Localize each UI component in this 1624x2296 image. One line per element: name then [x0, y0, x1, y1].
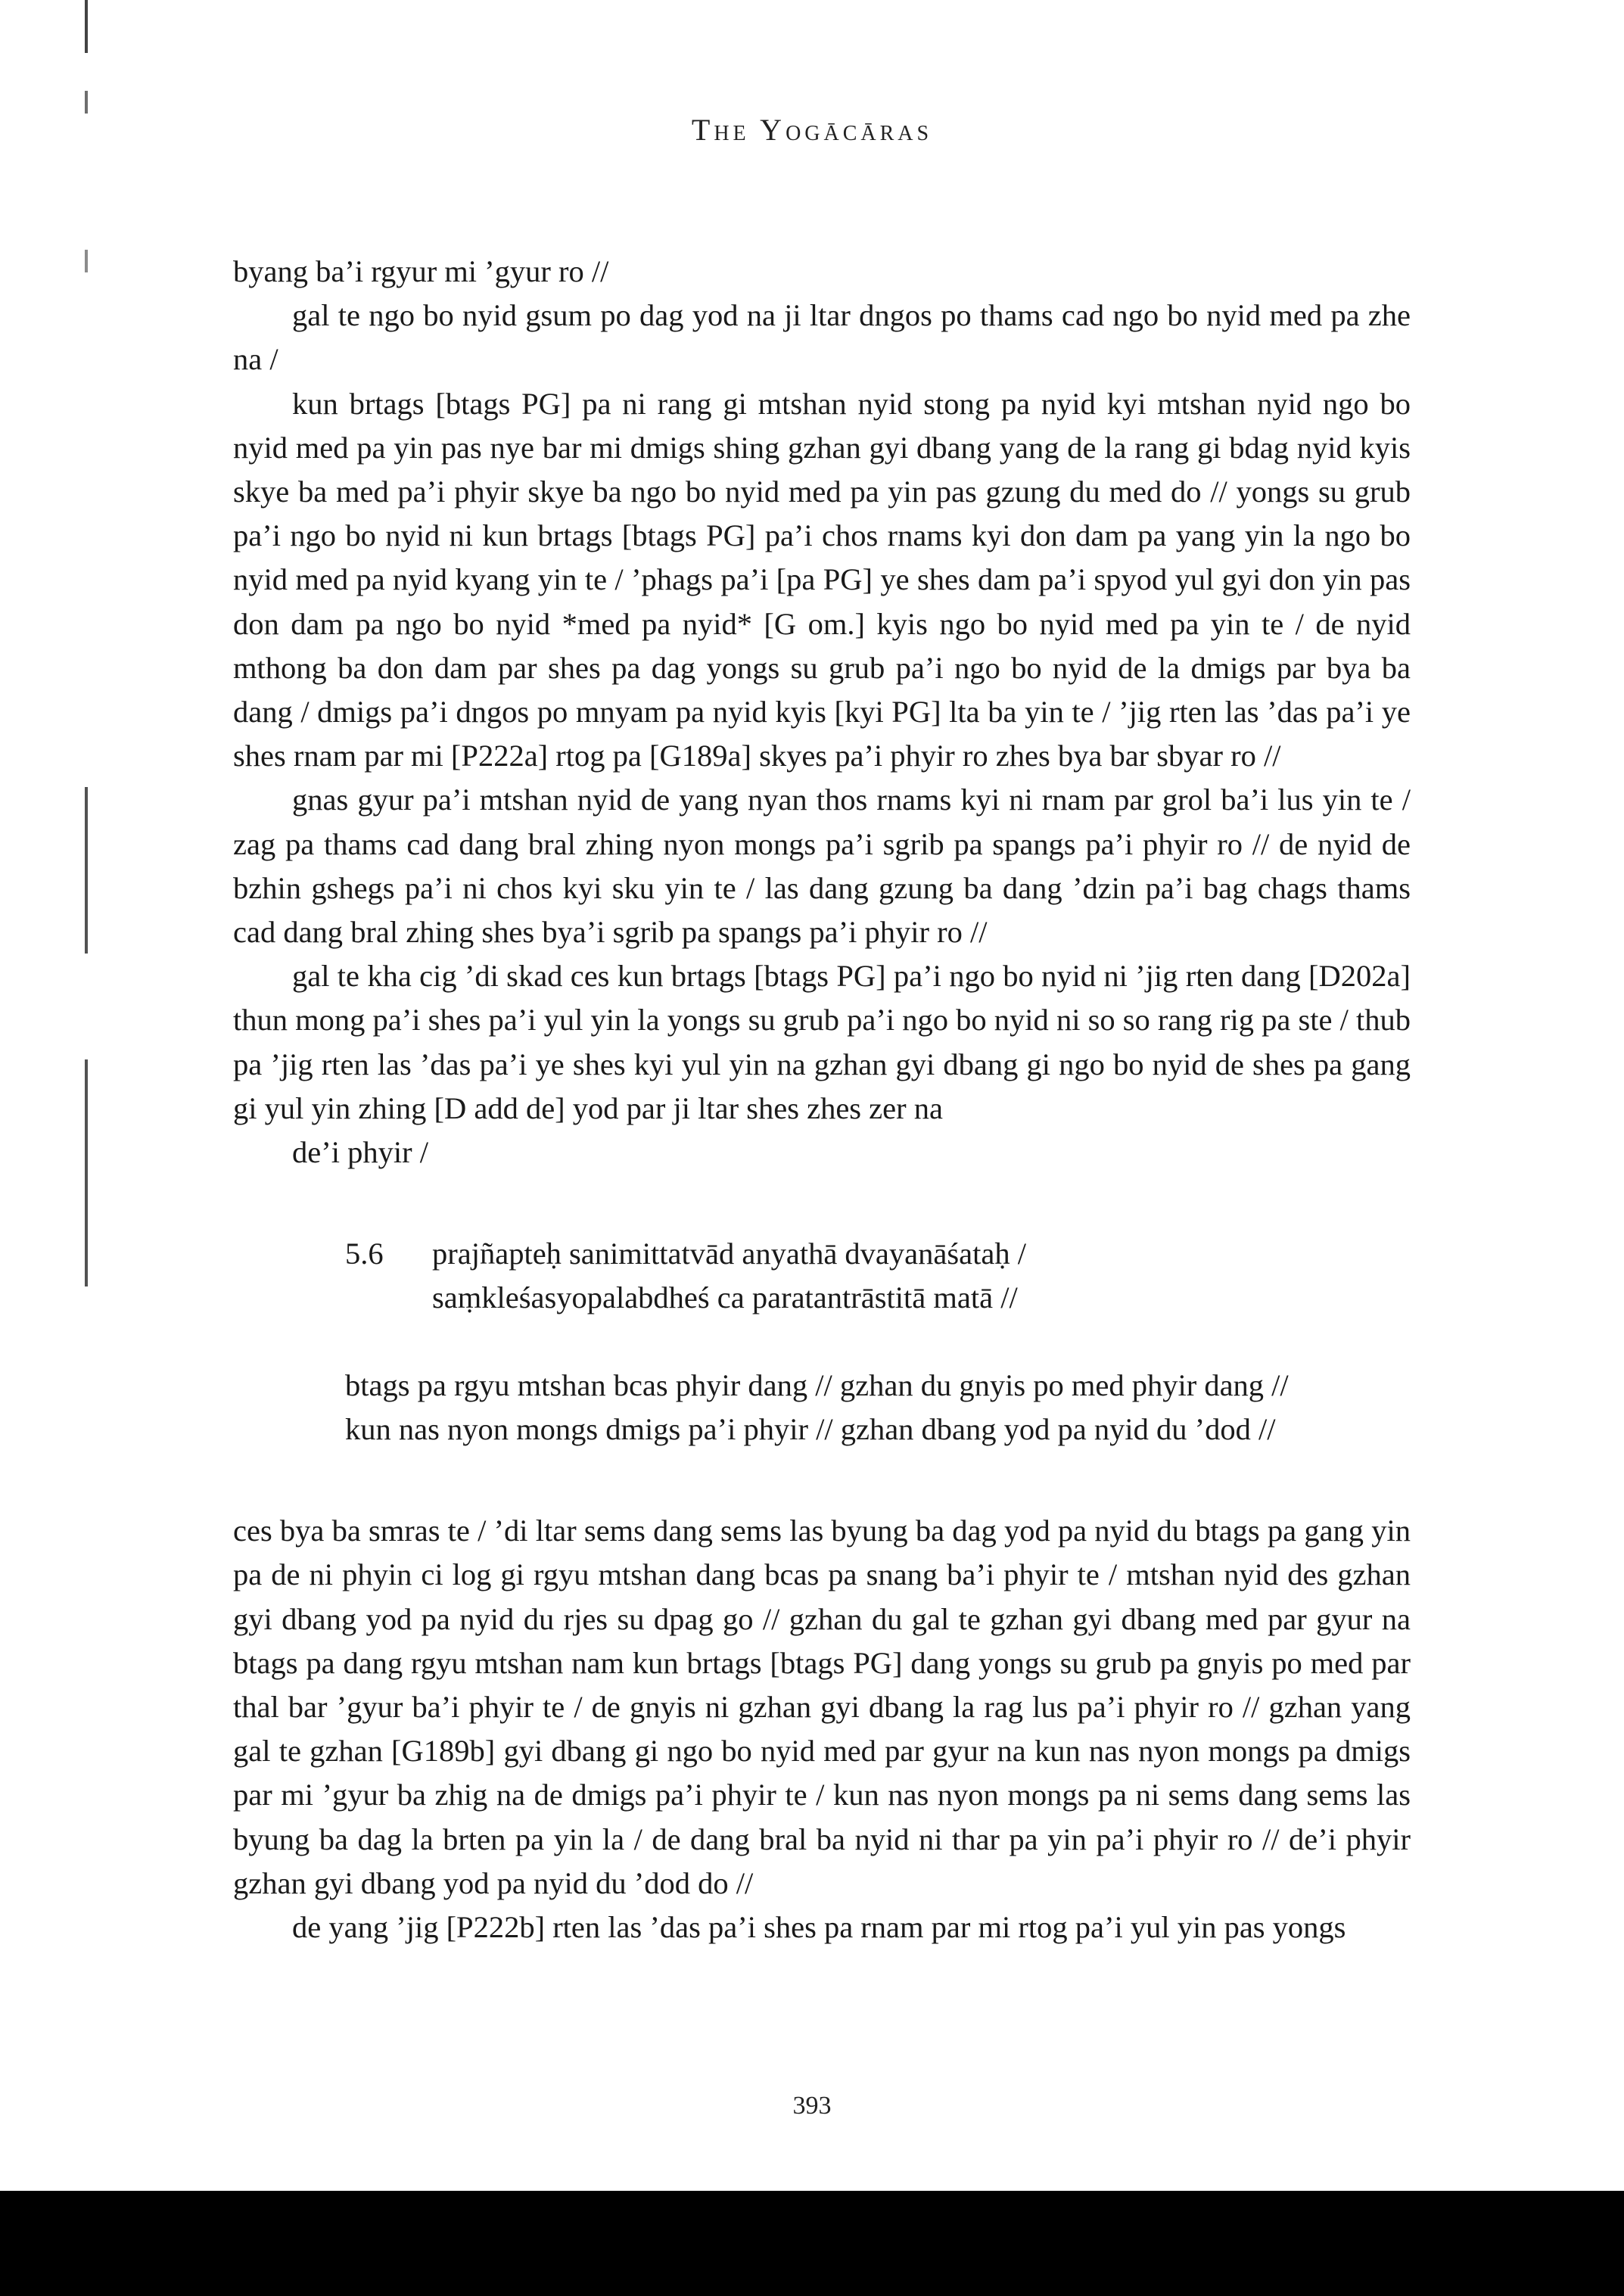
paragraph-6: de’i phyir /: [292, 1135, 428, 1170]
paragraph-1: byang ba’i rgyur mi ’gyur ro //: [233, 254, 609, 288]
paragraph-3: kun brtags [btags PG] pa ni rang gi mtshan nyid stong pa nyid kyi mtshan nyid ngo bo nyid med pa yin pas nye bar mi dmigs shing gzhan gyi dbang yang de la rang gi bdag nyid kyis skye ba med pa’i phyir skye ba ngo bo nyid med pa yin pas gzung du med do // yongs su grub pa’i ngo bo nyid ni kun brtags [btags PG] pa’i chos rnams kyi don dam pa yang yin la ngo bo nyid med pa nyid kyang yin te / ’phags pa’i [pa PG] ye shes dam pa’i spyod yul gyi don yin pas don dam pa ngo bo nyid *med pa nyid* [G om.] kyis ngo bo nyid med pa yin te / de nyid mthong ba don dam par shes pa dag yongs su grub pa’i ngo bo nyid de la dmigs par bya ba dang / dmigs pa’i dngos po mnyam pa nyid kyis [kyi PG] lta ba yin te / ’jig rten las ’das pa’i ye shes rnam par mi [P222a] rtog pa [G189a] skyes pa’i phyir ro zhes bya bar sbyar ro //: [233, 386, 1411, 773]
paragraph-7: ces bya ba smras te / ’di ltar sems dang sems las byung ba dag yod pa nyid du btags pa gang yin pa de ni phyin ci log gi rgyu mtshan dang bcas pa snang ba’i phyir te / mtshan nyid des gzhan gyi dbang yod pa nyid du rjes su dpag go // gzhan du gal te gzhan gyi dbang med par gyur na btags pa dang rgyu mtshan nam kun brtags [btags PG] dang yongs su grub pa gnyis po med par thal bar ’gyur ba’i phyir te / de gnyis ni gzhan gyi dbang la rag lus pa’i phyir ro // gzhan yang gal te gzhan [G189b] gyi dbang gi ngo bo nyid med par gyur na kun nas nyon mongs pa dmigs par mi ’gyur ba zhig na de dmigs pa’i phyir te / kun nas nyon mongs pa ni sems dang sems las byung ba dag la brten pa yin la / de dang bral ba nyid ni thar pa yin pa’i phyir ro // de’i phyir gzhan gyi dbang yod pa nyid du ’dod do //: [233, 1514, 1411, 1900]
verse-sanskrit-lines: [432, 1232, 1026, 1320]
paragraph-4: gnas gyur pa’i mtshan nyid de yang nyan thos rnams kyi ni rnam par grol ba’i lus yin te / zag pa thams cad dang bral zhing nyon mongs pa’i sgrib pa spangs pa’i phyir ro // de nyid de bzhin gshegs pa’i ni chos kyi sku yin te / las dang gzung ba dang ’dzin pa’i bag chags thams cad dang bral zhing shes bya’i sgrib pa spangs pa’i phyir ro //: [233, 782, 1411, 950]
scan-bottom-band: [0, 2191, 1624, 2296]
verse-sanskrit-line-2: saṃkleśasyopalabdheś ca paratantrāstitā matā //: [432, 1280, 1018, 1315]
verse-tibetan-line-1: btags pa rgyu mtshan bcas phyir dang // gzhan du gnyis po med phyir dang //: [345, 1368, 1289, 1403]
paragraph-5: gal te kha cig ’di skad ces kun brtags [btags PG] pa’i ngo bo nyid ni ’jig rten dang [D202a] thun mong pa’i shes pa’i yul yin la yongs su grub pa’i ngo bo nyid ni so so rang rig pa ste / thub pa ’jig rten las ’das pa’i ye shes kyi yul yin na gzhan gyi dbang gi ngo bo nyid de shes pa gang gi yul yin zhing [D add de] yod par ji ltar shes zhes zer na: [233, 959, 1411, 1125]
verse-sanskrit-line-1: prajñapteḥ sanimittatvād anyathā dvayanāśataḥ /: [432, 1237, 1026, 1271]
verse-block: [345, 1232, 1411, 1451]
verse-tibetan-line-2: kun nas nyon mongs dmigs pa’i phyir // gzhan dbang yod pa nyid du ’dod //: [345, 1412, 1276, 1447]
verse-tibetan: [345, 1364, 1411, 1451]
page-number: 393: [792, 2092, 832, 2120]
verse-sanskrit: [345, 1232, 1411, 1320]
verse-number: 5.6: [345, 1237, 384, 1271]
paragraph-8: de yang ’jig [P222b] rten las ’das pa’i shes pa rnam par mi rtog pa’i yul yin pas yongs: [292, 1910, 1346, 1945]
scan-binding-edge: [85, 0, 88, 2164]
running-head: The Yogācāras: [691, 113, 933, 147]
paragraph-2: gal te ngo bo nyid gsum po dag yod na ji ltar dngos po thams cad ngo bo nyid med pa zhe na /: [233, 298, 1411, 377]
main-text: [233, 250, 1411, 1949]
